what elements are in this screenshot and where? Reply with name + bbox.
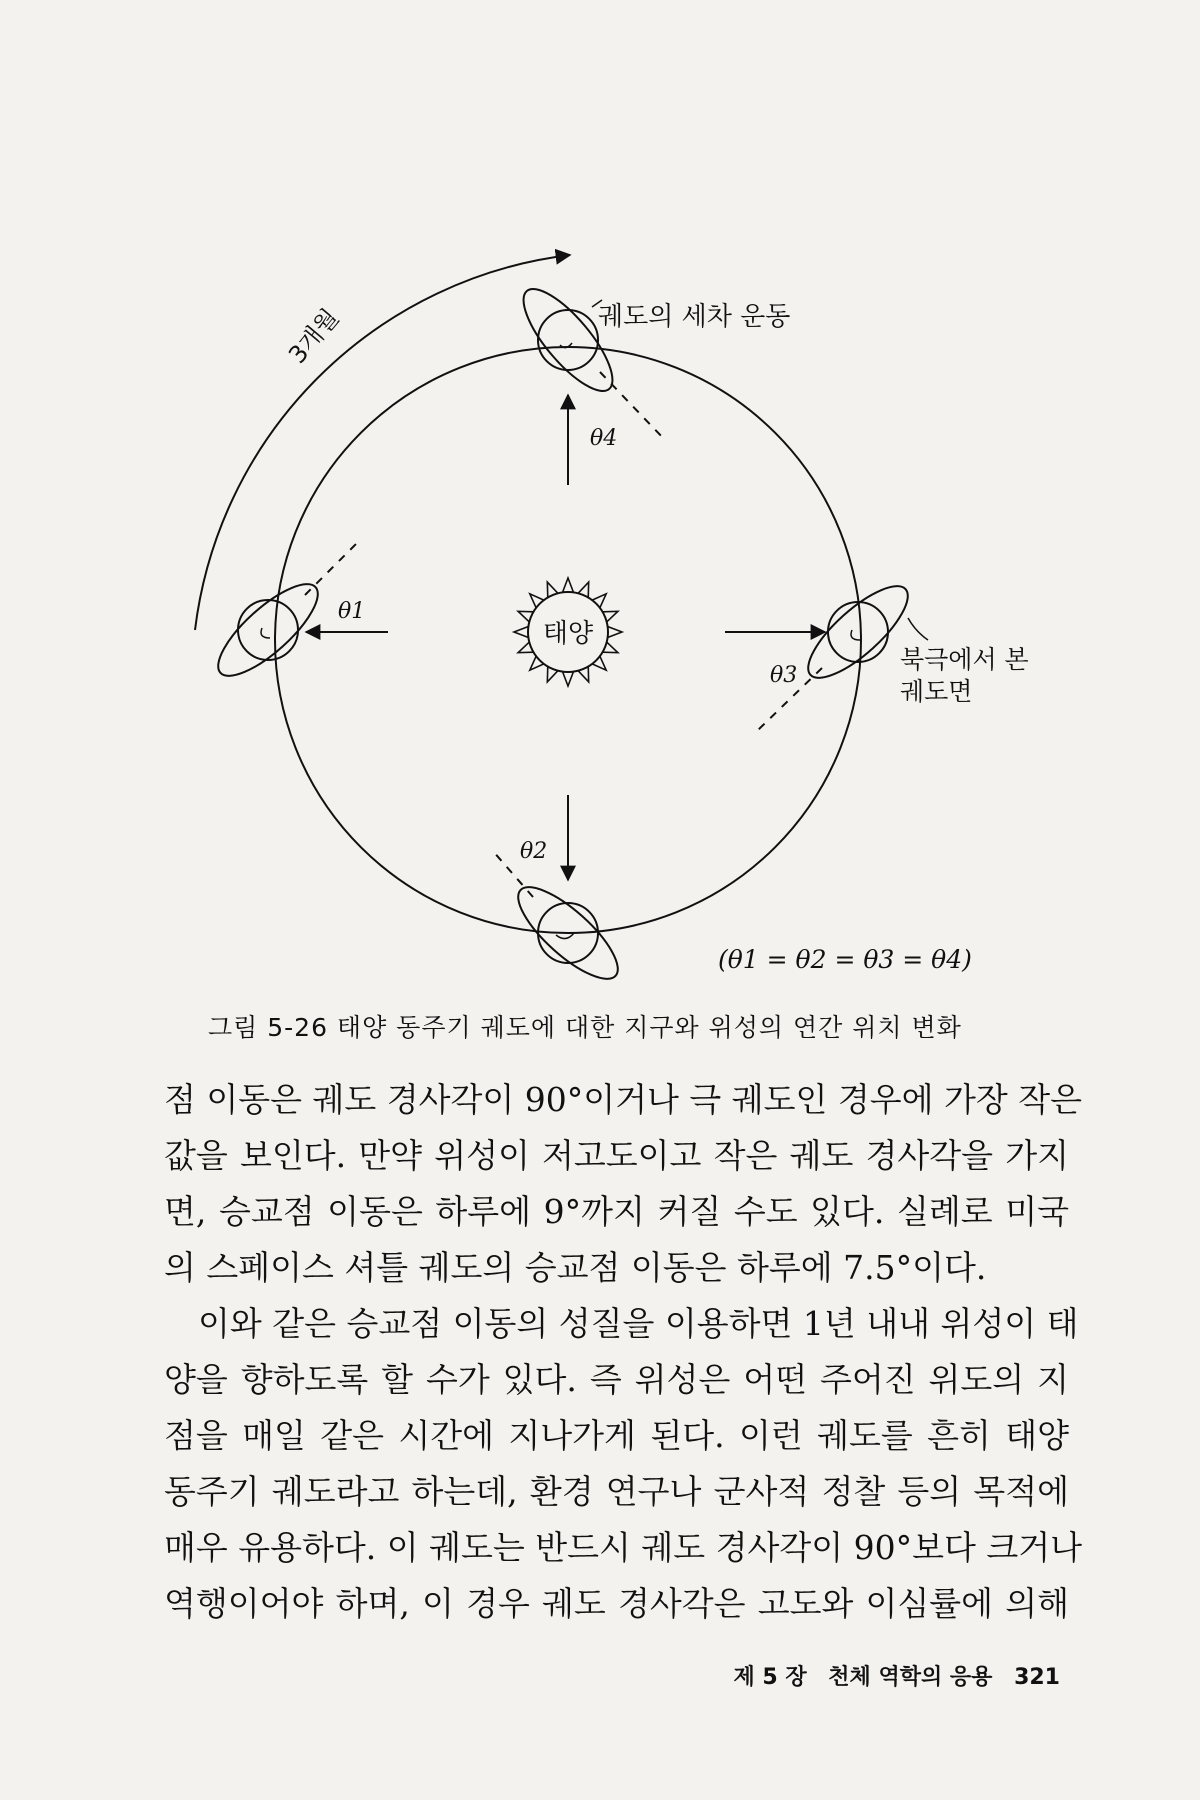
earth-bottom (492, 850, 630, 992)
sun-ray (563, 578, 574, 592)
text-line: 면, 승교점 이동은 하루에 9°까지 커질 수도 있다. 실례로 미국 (164, 1192, 1069, 1231)
paragraph-1 (164, 1072, 1082, 1296)
orbit-plane-label-2: 궤도면 (900, 677, 973, 706)
sun-ray (563, 672, 574, 686)
sun-ray (514, 627, 528, 638)
sun-ray (608, 627, 622, 638)
sun-label: 태양 (542, 619, 594, 649)
text-line: 점 이동은 궤도 경사각이 90°이거나 극 궤도인 경우에 가장 작은 (164, 1080, 1082, 1119)
chapter-title: 천체 역학의 응용 (828, 1665, 993, 1690)
text-line: 점을 매일 같은 시간에 지나가게 된다. 이런 궤도를 흔히 태양 (164, 1416, 1069, 1455)
text-line: 값을 보인다. 만약 위성이 저고도이고 작은 궤도 경사각을 가지 (164, 1136, 1069, 1175)
sun-icon (514, 578, 622, 686)
page-number: 321 (1014, 1665, 1060, 1690)
text-line: 의 스페이스 셔틀 궤도의 승교점 이동은 하루에 7.5°이다. (164, 1248, 987, 1287)
text-line: 동주기 궤도라고 하는데, 환경 연구나 군사적 정찰 등의 목적에 (164, 1472, 1069, 1511)
three-month-arc (195, 255, 570, 630)
three-month-label: 3개월 (283, 303, 345, 369)
chapter-number: 제 5 장 (733, 1665, 807, 1690)
theta-equality: (θ1 = θ2 = θ3 = θ4) (718, 945, 972, 974)
text-line: 역행이어야 하며, 이 경우 궤도 경사각은 고도와 이심률에 의해 (164, 1584, 1069, 1623)
theta4-label: θ4 (590, 426, 618, 451)
theta3-label: θ3 (770, 663, 798, 688)
orbit-plane-label-1: 북극에서 본 (900, 645, 1029, 674)
text-line: 이와 같은 승교점 이동의 성질을 이용하면 1년 내내 위성이 태 (198, 1304, 1079, 1343)
body-text (164, 1072, 1082, 1632)
figure-caption: 그림 5-26 태양 동주기 궤도에 대한 지구와 위성의 연간 위치 변화 (208, 1013, 962, 1042)
precession-label: 궤도의 세차 운동 (598, 302, 791, 332)
paragraph-2 (164, 1296, 1082, 1632)
theta1-label: θ1 (338, 599, 366, 624)
page-footer (640, 1660, 1060, 1691)
text-line: 매우 유용하다. 이 궤도는 반드시 궤도 경사각이 90°보다 크거나 (164, 1528, 1082, 1567)
earth-left (206, 540, 360, 689)
text-line: 양을 향하도록 할 수가 있다. 즉 위성은 어떤 주어진 위도의 지 (164, 1360, 1069, 1399)
theta2-label: θ2 (520, 839, 548, 864)
